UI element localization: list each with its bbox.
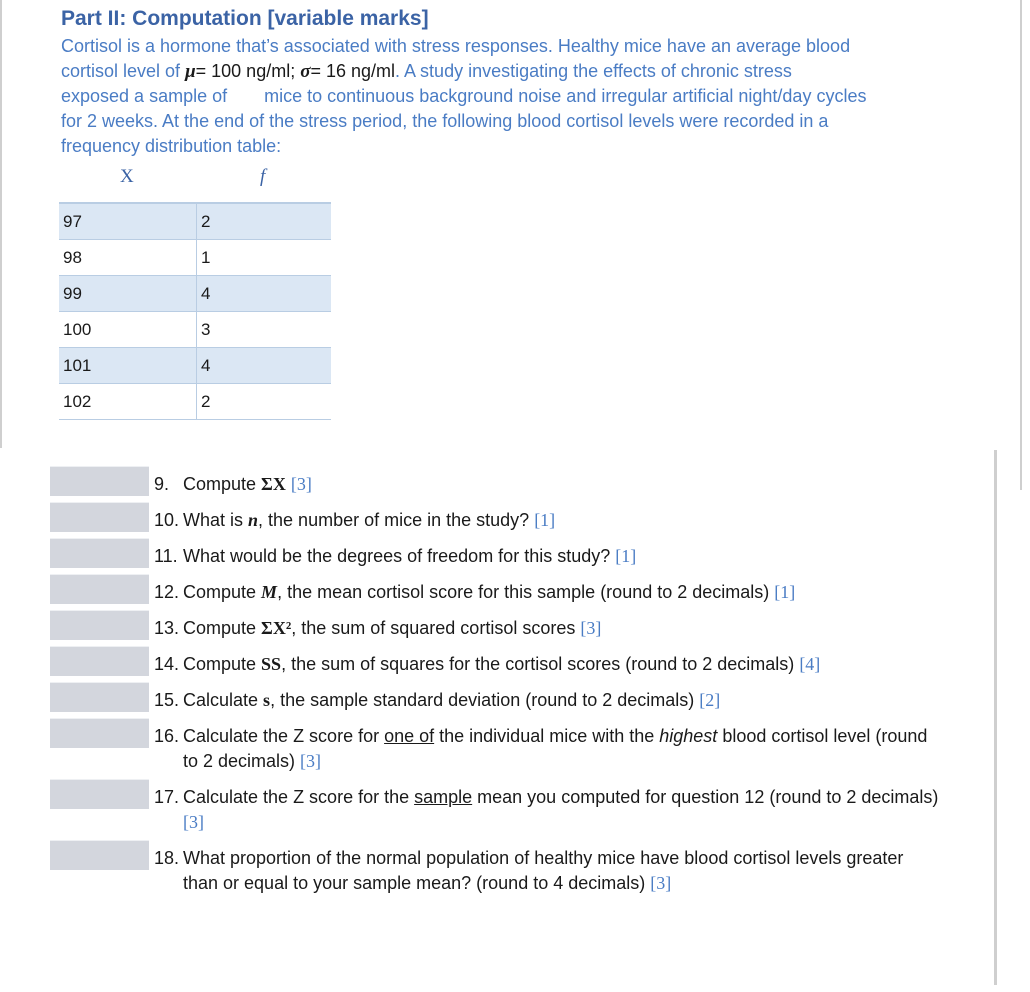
x-cell: 102	[59, 384, 197, 420]
table-row	[59, 312, 331, 348]
q-text: Calculate the Z score for	[183, 726, 385, 746]
question-14-text	[154, 646, 943, 682]
section-title: Part II: Computation [variable marks]	[61, 7, 429, 30]
f-cell: 1	[197, 240, 332, 276]
question-16-text	[154, 718, 943, 779]
answer-field-11[interactable]	[50, 538, 149, 568]
x-cell: 97	[59, 203, 197, 240]
question-17-text	[154, 779, 943, 840]
q-text: , the number of mice in the study?	[258, 510, 535, 530]
q-italic: highest	[659, 726, 718, 746]
answer-field-14[interactable]	[50, 646, 149, 676]
question-9-text	[154, 466, 943, 502]
question-9	[50, 466, 970, 502]
q-symbol: ΣX	[261, 474, 286, 494]
q-text: the individual mice with the	[434, 726, 660, 746]
answer-field-18[interactable]	[50, 840, 149, 870]
question-number: 16.	[154, 726, 180, 746]
table-column-headers	[0, 166, 340, 190]
sigma-value: = 16 ng/ml	[310, 61, 396, 81]
x-cell: 100	[59, 312, 197, 348]
question-18	[50, 840, 970, 901]
answer-field-10[interactable]	[50, 502, 149, 532]
question-13	[50, 610, 970, 646]
intro-line-1: Cortisol is a hormone that’s associated with stress responses. Healthy mice have an average blood	[61, 36, 851, 56]
question-list	[50, 466, 970, 901]
question-number: 9.	[154, 474, 170, 494]
page-edge-right	[1020, 0, 1022, 490]
q-text: Calculate the Z score for the	[183, 787, 415, 807]
f-cell: 4	[197, 348, 332, 384]
intro-paragraph	[61, 34, 961, 159]
intro-line-4: for 2 weeks. At the end of the stress period, the following blood cortisol levels were recorded in a	[61, 111, 829, 131]
q-symbol: SS	[261, 654, 282, 674]
question-12-text	[154, 574, 943, 610]
q-text: Compute	[183, 654, 262, 674]
marks-label: [3]	[300, 751, 322, 771]
q-text: Calculate	[183, 690, 264, 710]
marks-label: [3]	[183, 812, 204, 832]
x-cell: 98	[59, 240, 197, 276]
marks-label: [2]	[699, 690, 721, 710]
x-cell: 101	[59, 348, 197, 384]
intro-section	[61, 6, 961, 159]
question-number: 12.	[154, 582, 180, 602]
question-number: 18.	[154, 848, 180, 868]
q-symbol: n	[248, 510, 259, 530]
q-symbol: ΣX²	[261, 618, 292, 638]
question-16	[50, 718, 970, 779]
x-cell: 99	[59, 276, 197, 312]
f-cell: 4	[197, 276, 332, 312]
mu-value: = 100 ng/ml;	[195, 61, 301, 81]
q-text: blood cortisol level (round to 2 decimals)	[183, 726, 928, 771]
question-number: 10.	[154, 510, 180, 530]
intro-line-2b: . A study investigating the effects of chronic stress	[395, 61, 792, 81]
intro-line-2a: cortisol level of	[61, 61, 186, 81]
q-text: What would be the degrees of freedom for this study?	[183, 546, 616, 566]
column-header-x: X	[120, 166, 134, 187]
sigma-symbol: σ	[300, 61, 311, 82]
q-text: Compute	[183, 582, 262, 602]
table-row	[59, 348, 331, 384]
question-12	[50, 574, 970, 610]
marks-label: [1]	[615, 546, 637, 566]
question-13-text	[154, 610, 943, 646]
q-text: , the mean cortisol score for this sample (round to 2 decimals)	[277, 582, 775, 602]
answer-field-9[interactable]	[50, 466, 149, 496]
marks-label: [4]	[799, 654, 821, 674]
marks-label: [3]	[580, 618, 602, 638]
q-text: mean you computed for question 12 (round to 2 decimals)	[472, 787, 939, 807]
q-text: , the sum of squares for the cortisol scores (round to 2 decimals)	[281, 654, 800, 674]
answer-field-13[interactable]	[50, 610, 149, 640]
question-14	[50, 646, 970, 682]
q-text: What proportion of the normal population of healthy mice have blood cortisol levels greater than or equal to your sample mean? (round to 4 decimals)	[183, 848, 904, 893]
q-symbol: M	[261, 582, 278, 602]
q-underlined: sample	[414, 787, 473, 807]
column-header-f: f	[260, 166, 266, 187]
q-symbol: s	[263, 690, 271, 710]
marks-label: [3]	[290, 474, 312, 494]
question-15-text	[154, 682, 943, 718]
question-number: 17.	[154, 787, 180, 807]
question-11	[50, 538, 970, 574]
answer-field-17[interactable]	[50, 779, 149, 809]
marks-label: [1]	[534, 510, 556, 530]
q-underlined: one of	[384, 726, 435, 746]
question-17	[50, 779, 970, 840]
table-row	[59, 203, 331, 240]
question-18-text	[154, 840, 943, 901]
intro-line-5: frequency distribution table:	[61, 136, 282, 156]
q-text: What is	[183, 510, 249, 530]
q-text: Compute	[183, 474, 262, 494]
f-cell: 2	[197, 203, 332, 240]
intro-line-3a: exposed a sample of	[61, 86, 228, 106]
marks-label: [3]	[650, 873, 672, 893]
q-text: , the sample standard deviation (round to 2 decimals)	[270, 690, 700, 710]
question-number: 13.	[154, 618, 180, 638]
mu-symbol: μ	[185, 61, 196, 82]
answer-field-15[interactable]	[50, 682, 149, 712]
question-10	[50, 502, 970, 538]
intro-line-3b: mice to continuous background noise and irregular artificial night/day cycles	[264, 86, 867, 106]
marks-label: [1]	[774, 582, 796, 602]
question-number: 11.	[154, 546, 178, 566]
frequency-table	[59, 202, 331, 420]
table-row	[59, 276, 331, 312]
question-10-text	[154, 502, 943, 538]
question-number: 14.	[154, 654, 180, 674]
question-11-text	[154, 538, 943, 574]
table-row	[59, 384, 331, 420]
table-row	[59, 240, 331, 276]
q-text: , the sum of squared cortisol scores	[291, 618, 581, 638]
question-15	[50, 682, 970, 718]
f-cell: 2	[197, 384, 332, 420]
answer-field-16[interactable]	[50, 718, 149, 748]
question-number: 15.	[154, 690, 180, 710]
f-cell: 3	[197, 312, 332, 348]
answer-field-12[interactable]	[50, 574, 149, 604]
page-edge-left	[0, 0, 2, 448]
page-edge-right-lower	[994, 450, 997, 985]
q-text: Compute	[183, 618, 262, 638]
